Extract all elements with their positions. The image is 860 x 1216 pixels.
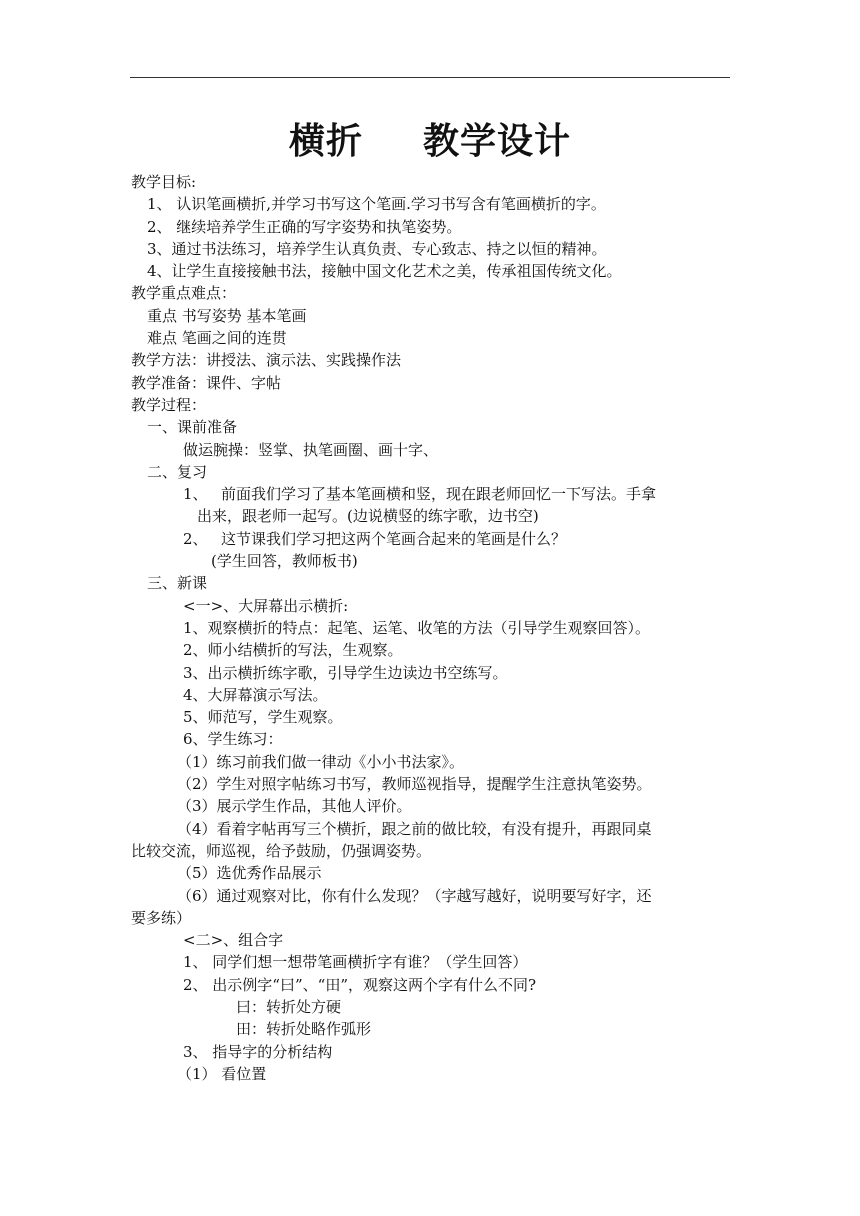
process-heading: 教学过程： xyxy=(131,395,207,414)
section-heading: 一、课前准备 xyxy=(147,418,238,437)
objective-item: 3、通过书法练习，培养学生认真负责、专心致志、持之以恒的精神。 xyxy=(147,239,607,258)
step-item: 2、师小结横折的写法，生观察。 xyxy=(183,641,403,660)
title-part1: 横折 xyxy=(288,121,363,162)
page-title xyxy=(0,113,860,164)
section-heading: 二、复习 xyxy=(147,462,208,481)
combo-sub-item: （1） 看位置 xyxy=(177,1064,267,1083)
section-heading: 三、新课 xyxy=(147,574,208,593)
practice-item: （2）学生对照字帖练习书写，教师巡视指导，提醒学生注意执笔姿势。 xyxy=(177,775,652,794)
teaching-preparation: 教学准备：课件、字帖 xyxy=(131,373,282,392)
item-text: 这节课我们学习把这两个笔画合起来的笔画是什么？ xyxy=(221,529,567,548)
practice-item: （4）看着字帖再写三个横折，跟之前的做比较，有没有提升，再跟同桌 xyxy=(177,819,652,838)
document-body xyxy=(131,171,731,1085)
step-item: 1、观察横折的特点：起笔、运笔、收笔的方法（引导学生观察回答）。 xyxy=(183,618,651,637)
step-item: 6、学生练习： xyxy=(183,730,283,749)
step-item: 4、大屏幕演示写法。 xyxy=(183,685,328,704)
combo-detail: 田：转折处略作弧形 xyxy=(236,1020,372,1039)
title-part2: 教学设计 xyxy=(423,121,572,162)
combo-item: 2、 出示例字“曰”、“田”，观察这两个字有什么不同? xyxy=(183,975,537,994)
key-points-heading: 教学重点难点： xyxy=(131,284,237,303)
objective-item: 1、 认识笔画横折,并学习书写这个笔画.学习书写含有笔画横折的字。 xyxy=(147,195,606,214)
practice-item: （5）选优秀作品展示 xyxy=(177,864,322,883)
practice-item: （3）展示学生作品，其他人评价。 xyxy=(177,797,412,816)
subsection-heading: <二>、组合字 xyxy=(183,931,284,950)
combo-item: 1、 同学们想一想带笔画横折字有谁？（学生回答） xyxy=(183,953,528,972)
objective-item: 4、让学生直接接触书法，接触中国文化艺术之美，传承祖国传统文化。 xyxy=(147,262,622,281)
objectives-heading: 教学目标: xyxy=(131,173,197,191)
review-item-2 xyxy=(131,528,731,550)
subsection-heading: <一>、大屏幕出示横折: xyxy=(183,596,349,615)
key-point-focus: 重点 书写姿势 基本笔画 xyxy=(147,306,307,325)
item-number: 1、 xyxy=(183,485,208,504)
header-rule xyxy=(130,77,730,78)
step-item: 3、出示横折练字歌，引导学生边读边书空练写。 xyxy=(183,663,508,682)
practice-item: （1）练习前我们做一律动《小小书法家》。 xyxy=(177,752,465,771)
combo-detail: 曰：转折处方硬 xyxy=(236,997,342,1016)
item-number: 2、 xyxy=(183,529,208,548)
objective-item: 2、 继续培养学生正确的写字姿势和执笔姿势。 xyxy=(147,217,462,236)
item-text: 前面我们学习了基本笔画横和竖，现在跟老师回忆一下写法。手拿 xyxy=(221,485,657,504)
step-item: 5、师范写，学生观察。 xyxy=(183,708,343,727)
practice-item-cont: 要多练） xyxy=(131,908,192,927)
teaching-method: 教学方法：讲授法、演示法、实践操作法 xyxy=(131,351,402,370)
section-line: 做运腕操：竖掌、执笔画圈、画十字、 xyxy=(183,440,439,459)
key-point-difficulty: 难点 笔画之间的连贯 xyxy=(147,329,287,348)
review-item-1 xyxy=(131,483,731,505)
combo-item: 3、 指导字的分析结构 xyxy=(183,1042,333,1061)
review-item-2-cont: (学生回答，教师板书) xyxy=(211,552,358,571)
review-item-1-cont: 出来，跟老师一起写。(边说横竖的练字歌，边书空) xyxy=(197,507,539,526)
practice-item: （6）通过观察对比，你有什么发现？（字越写越好，说明要写好字，还 xyxy=(177,886,652,905)
practice-item-cont: 比较交流，师巡视，给予鼓励，仍强调姿势。 xyxy=(131,841,432,860)
